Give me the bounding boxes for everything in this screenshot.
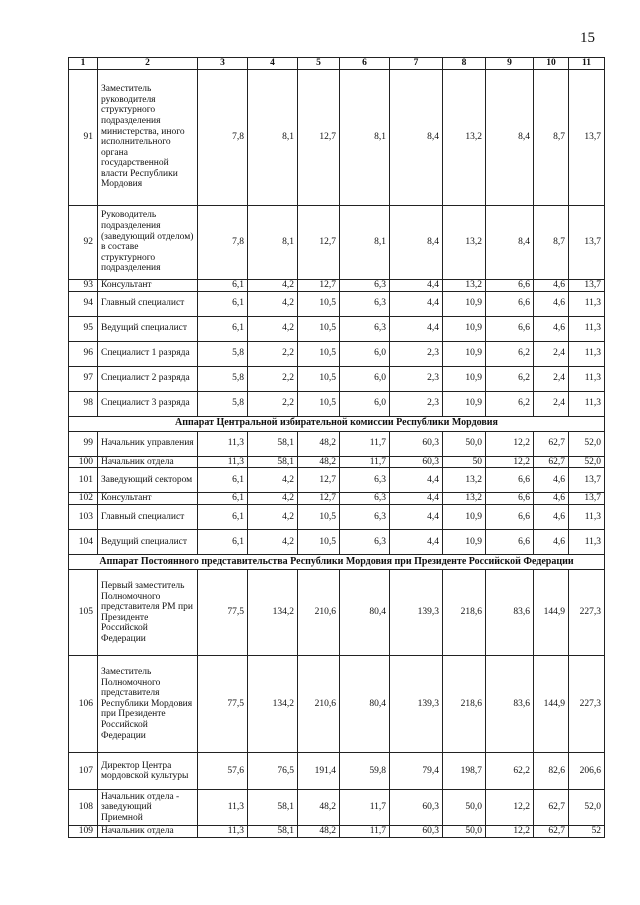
column-header: 2 xyxy=(98,58,198,70)
column-header: 10 xyxy=(534,58,569,70)
value-cell: 11,3 xyxy=(198,790,248,826)
table-row xyxy=(69,366,605,391)
value-cell: 77,5 xyxy=(198,570,248,656)
value-cell: 10,5 xyxy=(298,341,340,366)
row-number: 93 xyxy=(69,279,98,291)
value-cell: 6,0 xyxy=(340,391,390,416)
value-cell: 13,7 xyxy=(569,205,605,279)
value-cell: 6,1 xyxy=(198,505,248,530)
value-cell: 52 xyxy=(569,826,605,838)
value-cell: 144,9 xyxy=(534,656,569,753)
value-cell: 57,6 xyxy=(198,753,248,790)
value-cell: 10,5 xyxy=(298,391,340,416)
position-title: Консультант xyxy=(98,279,198,291)
column-header: 4 xyxy=(248,58,298,70)
value-cell: 4,2 xyxy=(248,316,298,341)
value-cell: 2,3 xyxy=(390,391,443,416)
value-cell: 6,2 xyxy=(486,366,534,391)
value-cell: 13,2 xyxy=(443,279,486,291)
row-number: 100 xyxy=(69,456,98,468)
value-cell: 10,9 xyxy=(443,505,486,530)
table-body xyxy=(69,58,605,838)
value-cell: 8,4 xyxy=(486,69,534,205)
value-cell: 5,8 xyxy=(198,366,248,391)
position-title: Заместитель руководителя структурного подразделения министерства, иного исполнительного органа государственной власти Республики Мордовия xyxy=(98,69,198,205)
value-cell: 4,6 xyxy=(534,530,569,555)
row-number: 104 xyxy=(69,530,98,555)
column-header: 11 xyxy=(569,58,605,70)
value-cell: 59,8 xyxy=(340,753,390,790)
value-cell: 62,7 xyxy=(534,456,569,468)
value-cell: 11,3 xyxy=(569,505,605,530)
value-cell: 6,1 xyxy=(198,291,248,316)
value-cell: 6,2 xyxy=(486,341,534,366)
value-cell: 4,4 xyxy=(390,493,443,505)
value-cell: 8,1 xyxy=(248,205,298,279)
value-cell: 12,2 xyxy=(486,456,534,468)
value-cell: 6,6 xyxy=(486,505,534,530)
value-cell: 60,3 xyxy=(390,826,443,838)
value-cell: 4,2 xyxy=(248,530,298,555)
value-cell: 6,1 xyxy=(198,530,248,555)
value-cell: 58,1 xyxy=(248,431,298,456)
value-cell: 6,3 xyxy=(340,279,390,291)
value-cell: 11,3 xyxy=(569,530,605,555)
value-cell: 4,2 xyxy=(248,291,298,316)
position-title: Руководитель подразделения (заведующий отделом) в составе структурного подразделения xyxy=(98,205,198,279)
value-cell: 8,1 xyxy=(340,205,390,279)
value-cell: 2,4 xyxy=(534,391,569,416)
column-header: 1 xyxy=(69,58,98,70)
value-cell: 10,9 xyxy=(443,530,486,555)
value-cell: 10,9 xyxy=(443,366,486,391)
value-cell: 4,6 xyxy=(534,279,569,291)
value-cell: 10,5 xyxy=(298,366,340,391)
table-row xyxy=(69,468,605,493)
value-cell: 210,6 xyxy=(298,656,340,753)
value-cell: 13,7 xyxy=(569,468,605,493)
row-number: 95 xyxy=(69,316,98,341)
table-row xyxy=(69,826,605,838)
value-cell: 4,4 xyxy=(390,291,443,316)
table-row xyxy=(69,790,605,826)
value-cell: 2,2 xyxy=(248,391,298,416)
value-cell: 62,7 xyxy=(534,826,569,838)
value-cell: 13,7 xyxy=(569,279,605,291)
column-header: 8 xyxy=(443,58,486,70)
value-cell: 79,4 xyxy=(390,753,443,790)
value-cell: 12,7 xyxy=(298,279,340,291)
table-row xyxy=(69,753,605,790)
row-number: 92 xyxy=(69,205,98,279)
value-cell: 83,6 xyxy=(486,656,534,753)
table-row xyxy=(69,341,605,366)
value-cell: 6,1 xyxy=(198,468,248,493)
value-cell: 11,3 xyxy=(198,431,248,456)
value-cell: 48,2 xyxy=(298,431,340,456)
value-cell: 8,4 xyxy=(390,205,443,279)
position-title: Начальник отдела - заведующий Приемной xyxy=(98,790,198,826)
value-cell: 4,2 xyxy=(248,493,298,505)
value-cell: 6,6 xyxy=(486,468,534,493)
value-cell: 210,6 xyxy=(298,570,340,656)
value-cell: 4,6 xyxy=(534,468,569,493)
value-cell: 2,4 xyxy=(534,341,569,366)
value-cell: 4,2 xyxy=(248,505,298,530)
column-header: 7 xyxy=(390,58,443,70)
value-cell: 11,3 xyxy=(198,456,248,468)
position-title: Первый заместитель Полномочного представителя РМ при Президенте Российской Федерации xyxy=(98,570,198,656)
section-title: Аппарат Центральной избирательной комиссии Республики Мордовия xyxy=(69,416,605,431)
value-cell: 11,7 xyxy=(340,456,390,468)
value-cell: 144,9 xyxy=(534,570,569,656)
value-cell: 50,0 xyxy=(443,826,486,838)
position-title: Заместитель Полномочного представителя Республики Мордовия при Президенте Российской Федерации xyxy=(98,656,198,753)
position-title: Заведующий сектором xyxy=(98,468,198,493)
value-cell: 6,6 xyxy=(486,493,534,505)
value-cell: 191,4 xyxy=(298,753,340,790)
row-number: 91 xyxy=(69,69,98,205)
value-cell: 4,6 xyxy=(534,291,569,316)
table-row xyxy=(69,69,605,205)
value-cell: 13,7 xyxy=(569,69,605,205)
value-cell: 80,4 xyxy=(340,656,390,753)
value-cell: 11,7 xyxy=(340,790,390,826)
value-cell: 227,3 xyxy=(569,656,605,753)
value-cell: 6,3 xyxy=(340,530,390,555)
value-cell: 2,4 xyxy=(534,366,569,391)
row-number: 106 xyxy=(69,656,98,753)
column-header: 3 xyxy=(198,58,248,70)
table-row xyxy=(69,391,605,416)
column-header: 6 xyxy=(340,58,390,70)
table-row xyxy=(69,316,605,341)
table-row xyxy=(69,291,605,316)
value-cell: 8,7 xyxy=(534,69,569,205)
value-cell: 13,2 xyxy=(443,493,486,505)
row-number: 96 xyxy=(69,341,98,366)
value-cell: 6,6 xyxy=(486,530,534,555)
value-cell: 13,7 xyxy=(569,493,605,505)
value-cell: 4,4 xyxy=(390,468,443,493)
table-row xyxy=(69,431,605,456)
row-number: 94 xyxy=(69,291,98,316)
value-cell: 6,1 xyxy=(198,316,248,341)
value-cell: 12,2 xyxy=(486,826,534,838)
value-cell: 4,2 xyxy=(248,468,298,493)
value-cell: 7,8 xyxy=(198,69,248,205)
value-cell: 6,6 xyxy=(486,291,534,316)
table-row xyxy=(69,456,605,468)
value-cell: 50,0 xyxy=(443,431,486,456)
value-cell: 10,9 xyxy=(443,341,486,366)
table-row xyxy=(69,530,605,555)
value-cell: 13,2 xyxy=(443,205,486,279)
value-cell: 13,2 xyxy=(443,468,486,493)
value-cell: 6,1 xyxy=(198,493,248,505)
value-cell: 2,2 xyxy=(248,366,298,391)
value-cell: 5,8 xyxy=(198,391,248,416)
value-cell: 11,3 xyxy=(569,366,605,391)
position-title: Специалист 3 разряда xyxy=(98,391,198,416)
row-number: 99 xyxy=(69,431,98,456)
value-cell: 227,3 xyxy=(569,570,605,656)
value-cell: 6,6 xyxy=(486,316,534,341)
position-title: Ведущий специалист xyxy=(98,316,198,341)
value-cell: 4,6 xyxy=(534,493,569,505)
value-cell: 11,3 xyxy=(198,826,248,838)
value-cell: 2,3 xyxy=(390,366,443,391)
position-title: Специалист 1 разряда xyxy=(98,341,198,366)
value-cell: 218,6 xyxy=(443,570,486,656)
value-cell: 4,2 xyxy=(248,279,298,291)
value-cell: 48,2 xyxy=(298,790,340,826)
value-cell: 134,2 xyxy=(248,656,298,753)
value-cell: 8,4 xyxy=(390,69,443,205)
value-cell: 83,6 xyxy=(486,570,534,656)
column-header: 9 xyxy=(486,58,534,70)
value-cell: 8,4 xyxy=(486,205,534,279)
value-cell: 12,7 xyxy=(298,69,340,205)
row-number: 105 xyxy=(69,570,98,656)
position-title: Главный специалист xyxy=(98,505,198,530)
value-cell: 50 xyxy=(443,456,486,468)
value-cell: 10,5 xyxy=(298,530,340,555)
value-cell: 11,7 xyxy=(340,431,390,456)
header-row xyxy=(69,58,605,70)
value-cell: 5,8 xyxy=(198,341,248,366)
row-number: 108 xyxy=(69,790,98,826)
value-cell: 218,6 xyxy=(443,656,486,753)
value-cell: 6,0 xyxy=(340,341,390,366)
value-cell: 2,3 xyxy=(390,341,443,366)
value-cell: 10,5 xyxy=(298,316,340,341)
value-cell: 10,5 xyxy=(298,505,340,530)
row-number: 101 xyxy=(69,468,98,493)
value-cell: 11,3 xyxy=(569,391,605,416)
value-cell: 10,9 xyxy=(443,316,486,341)
position-title: Ведущий специалист xyxy=(98,530,198,555)
row-number: 102 xyxy=(69,493,98,505)
value-cell: 134,2 xyxy=(248,570,298,656)
value-cell: 10,9 xyxy=(443,391,486,416)
row-number: 97 xyxy=(69,366,98,391)
value-cell: 50,0 xyxy=(443,790,486,826)
value-cell: 6,3 xyxy=(340,468,390,493)
value-cell: 60,3 xyxy=(390,431,443,456)
position-title: Начальник отдела xyxy=(98,456,198,468)
position-title: Директор Центра мордовской культуры xyxy=(98,753,198,790)
value-cell: 60,3 xyxy=(390,790,443,826)
value-cell: 10,5 xyxy=(298,291,340,316)
value-cell: 6,3 xyxy=(340,505,390,530)
value-cell: 6,3 xyxy=(340,291,390,316)
value-cell: 8,1 xyxy=(248,69,298,205)
value-cell: 6,3 xyxy=(340,493,390,505)
page-number: 15 xyxy=(580,30,595,46)
value-cell: 139,3 xyxy=(390,656,443,753)
position-title: Начальник отдела xyxy=(98,826,198,838)
value-cell: 4,4 xyxy=(390,505,443,530)
position-title: Специалист 2 разряда xyxy=(98,366,198,391)
value-cell: 6,0 xyxy=(340,366,390,391)
value-cell: 58,1 xyxy=(248,456,298,468)
value-cell: 77,5 xyxy=(198,656,248,753)
value-cell: 13,2 xyxy=(443,69,486,205)
value-cell: 7,8 xyxy=(198,205,248,279)
value-cell: 52,0 xyxy=(569,790,605,826)
value-cell: 82,6 xyxy=(534,753,569,790)
section-header-row xyxy=(69,416,605,431)
position-title: Консультант xyxy=(98,493,198,505)
section-title: Аппарат Постоянного представительства Республики Мордовия при Президенте Российской Федерации xyxy=(69,555,605,570)
table-row xyxy=(69,656,605,753)
value-cell: 206,6 xyxy=(569,753,605,790)
value-cell: 6,2 xyxy=(486,391,534,416)
value-cell: 60,3 xyxy=(390,456,443,468)
value-cell: 10,9 xyxy=(443,291,486,316)
table-row xyxy=(69,205,605,279)
table-row xyxy=(69,493,605,505)
value-cell: 80,4 xyxy=(340,570,390,656)
value-cell: 198,7 xyxy=(443,753,486,790)
value-cell: 62,2 xyxy=(486,753,534,790)
column-header: 5 xyxy=(298,58,340,70)
row-number: 103 xyxy=(69,505,98,530)
row-number: 107 xyxy=(69,753,98,790)
value-cell: 11,7 xyxy=(340,826,390,838)
value-cell: 12,7 xyxy=(298,468,340,493)
value-cell: 139,3 xyxy=(390,570,443,656)
table-row xyxy=(69,570,605,656)
value-cell: 52,0 xyxy=(569,431,605,456)
table-row xyxy=(69,279,605,291)
section-header-row xyxy=(69,555,605,570)
value-cell: 4,4 xyxy=(390,316,443,341)
position-title: Главный специалист xyxy=(98,291,198,316)
value-cell: 12,7 xyxy=(298,205,340,279)
value-cell: 52,0 xyxy=(569,456,605,468)
value-cell: 48,2 xyxy=(298,826,340,838)
value-cell: 4,4 xyxy=(390,530,443,555)
value-cell: 2,2 xyxy=(248,341,298,366)
value-cell: 6,1 xyxy=(198,279,248,291)
row-number: 109 xyxy=(69,826,98,838)
value-cell: 11,3 xyxy=(569,341,605,366)
value-cell: 62,7 xyxy=(534,431,569,456)
value-cell: 8,7 xyxy=(534,205,569,279)
value-cell: 4,6 xyxy=(534,316,569,341)
value-cell: 11,3 xyxy=(569,316,605,341)
value-cell: 6,6 xyxy=(486,279,534,291)
value-cell: 12,2 xyxy=(486,431,534,456)
value-cell: 58,1 xyxy=(248,790,298,826)
value-cell: 6,3 xyxy=(340,316,390,341)
value-cell: 8,1 xyxy=(340,69,390,205)
salary-table xyxy=(68,57,605,838)
table-row xyxy=(69,505,605,530)
position-title: Начальник управления xyxy=(98,431,198,456)
value-cell: 76,5 xyxy=(248,753,298,790)
value-cell: 58,1 xyxy=(248,826,298,838)
value-cell: 12,7 xyxy=(298,493,340,505)
value-cell: 11,3 xyxy=(569,291,605,316)
value-cell: 62,7 xyxy=(534,790,569,826)
value-cell: 4,4 xyxy=(390,279,443,291)
value-cell: 4,6 xyxy=(534,505,569,530)
value-cell: 12,2 xyxy=(486,790,534,826)
row-number: 98 xyxy=(69,391,98,416)
value-cell: 48,2 xyxy=(298,456,340,468)
